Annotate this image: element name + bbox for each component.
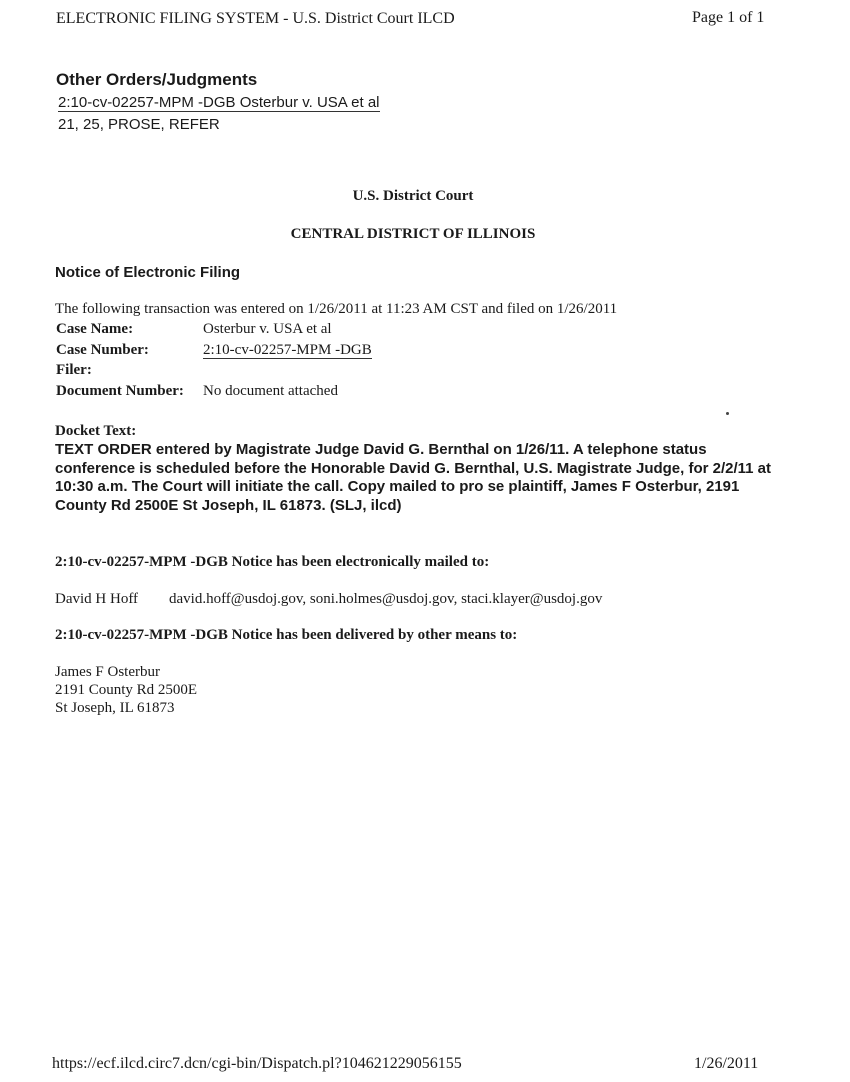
footer-date: 1/26/2011	[694, 1055, 759, 1072]
district-name: CENTRAL DISTRICT OF ILLINOIS	[290, 226, 536, 242]
document-number-value: No document attached	[203, 383, 338, 399]
header-system-title: ELECTRONIC FILING SYSTEM - U.S. District Court ILCD	[56, 10, 455, 27]
scan-speck	[726, 412, 729, 415]
case-flags: 21, 25, PROSE, REFER	[58, 116, 220, 133]
document-number-label: Document Number:	[56, 383, 184, 399]
recipient-emails: david.hoff@usdoj.gov, soni.holmes@usdoj.gov, staci.klayer@usdoj.gov	[169, 591, 603, 607]
address-line: 2191 County Rd 2500E	[55, 682, 198, 698]
transaction-line: The following transaction was entered on 1/26/2011 at 11:23 AM CST and filed on 1/26/2011	[55, 301, 618, 317]
recipient-name: David H Hoff	[55, 591, 139, 607]
case-name-label: Case Name:	[56, 321, 134, 337]
electronic-notice-heading: 2:10-cv-02257-MPM -DGB Notice has been electronically mailed to:	[55, 554, 490, 570]
page-indicator: Page 1 of 1	[692, 9, 765, 26]
other-notice-heading: 2:10-cv-02257-MPM -DGB Notice has been delivered by other means to:	[55, 627, 518, 643]
address-line: St Joseph, IL 61873	[55, 700, 175, 716]
case-number-label: Case Number:	[56, 342, 149, 358]
category-title: Other Orders/Judgments	[56, 70, 258, 89]
address-line: James F Osterbur	[55, 664, 160, 680]
case-number-link[interactable]: 2:10-cv-02257-MPM -DGB	[203, 342, 372, 358]
docket-label: Docket Text:	[55, 423, 137, 439]
court-name: U.S. District Court	[352, 188, 474, 204]
docket-text: TEXT ORDER entered by Magistrate Judge David G. Bernthal on 1/26/11. A telephone status conference is scheduled before the Honorable David G. Bernthal, U.S. Magistrate Judge, for 2/2/11 at 10:30 a.m. The Court will initiate the call. Copy mailed to pro se plaintiff, James F Osterbur, 2191 County Rd 2500E St Joseph, IL 61873. (SLJ, ilcd)	[55, 441, 772, 514]
case-name-value: Osterbur v. USA et al	[203, 321, 332, 337]
notice-title: Notice of Electronic Filing	[55, 264, 241, 281]
filer-label: Filer:	[56, 362, 92, 378]
footer-url: https://ecf.ilcd.circ7.dcn/cgi-bin/Dispatch.pl?104621229056155	[52, 1055, 462, 1072]
case-link[interactable]: 2:10-cv-02257-MPM -DGB Osterbur v. USA et al	[58, 94, 380, 111]
